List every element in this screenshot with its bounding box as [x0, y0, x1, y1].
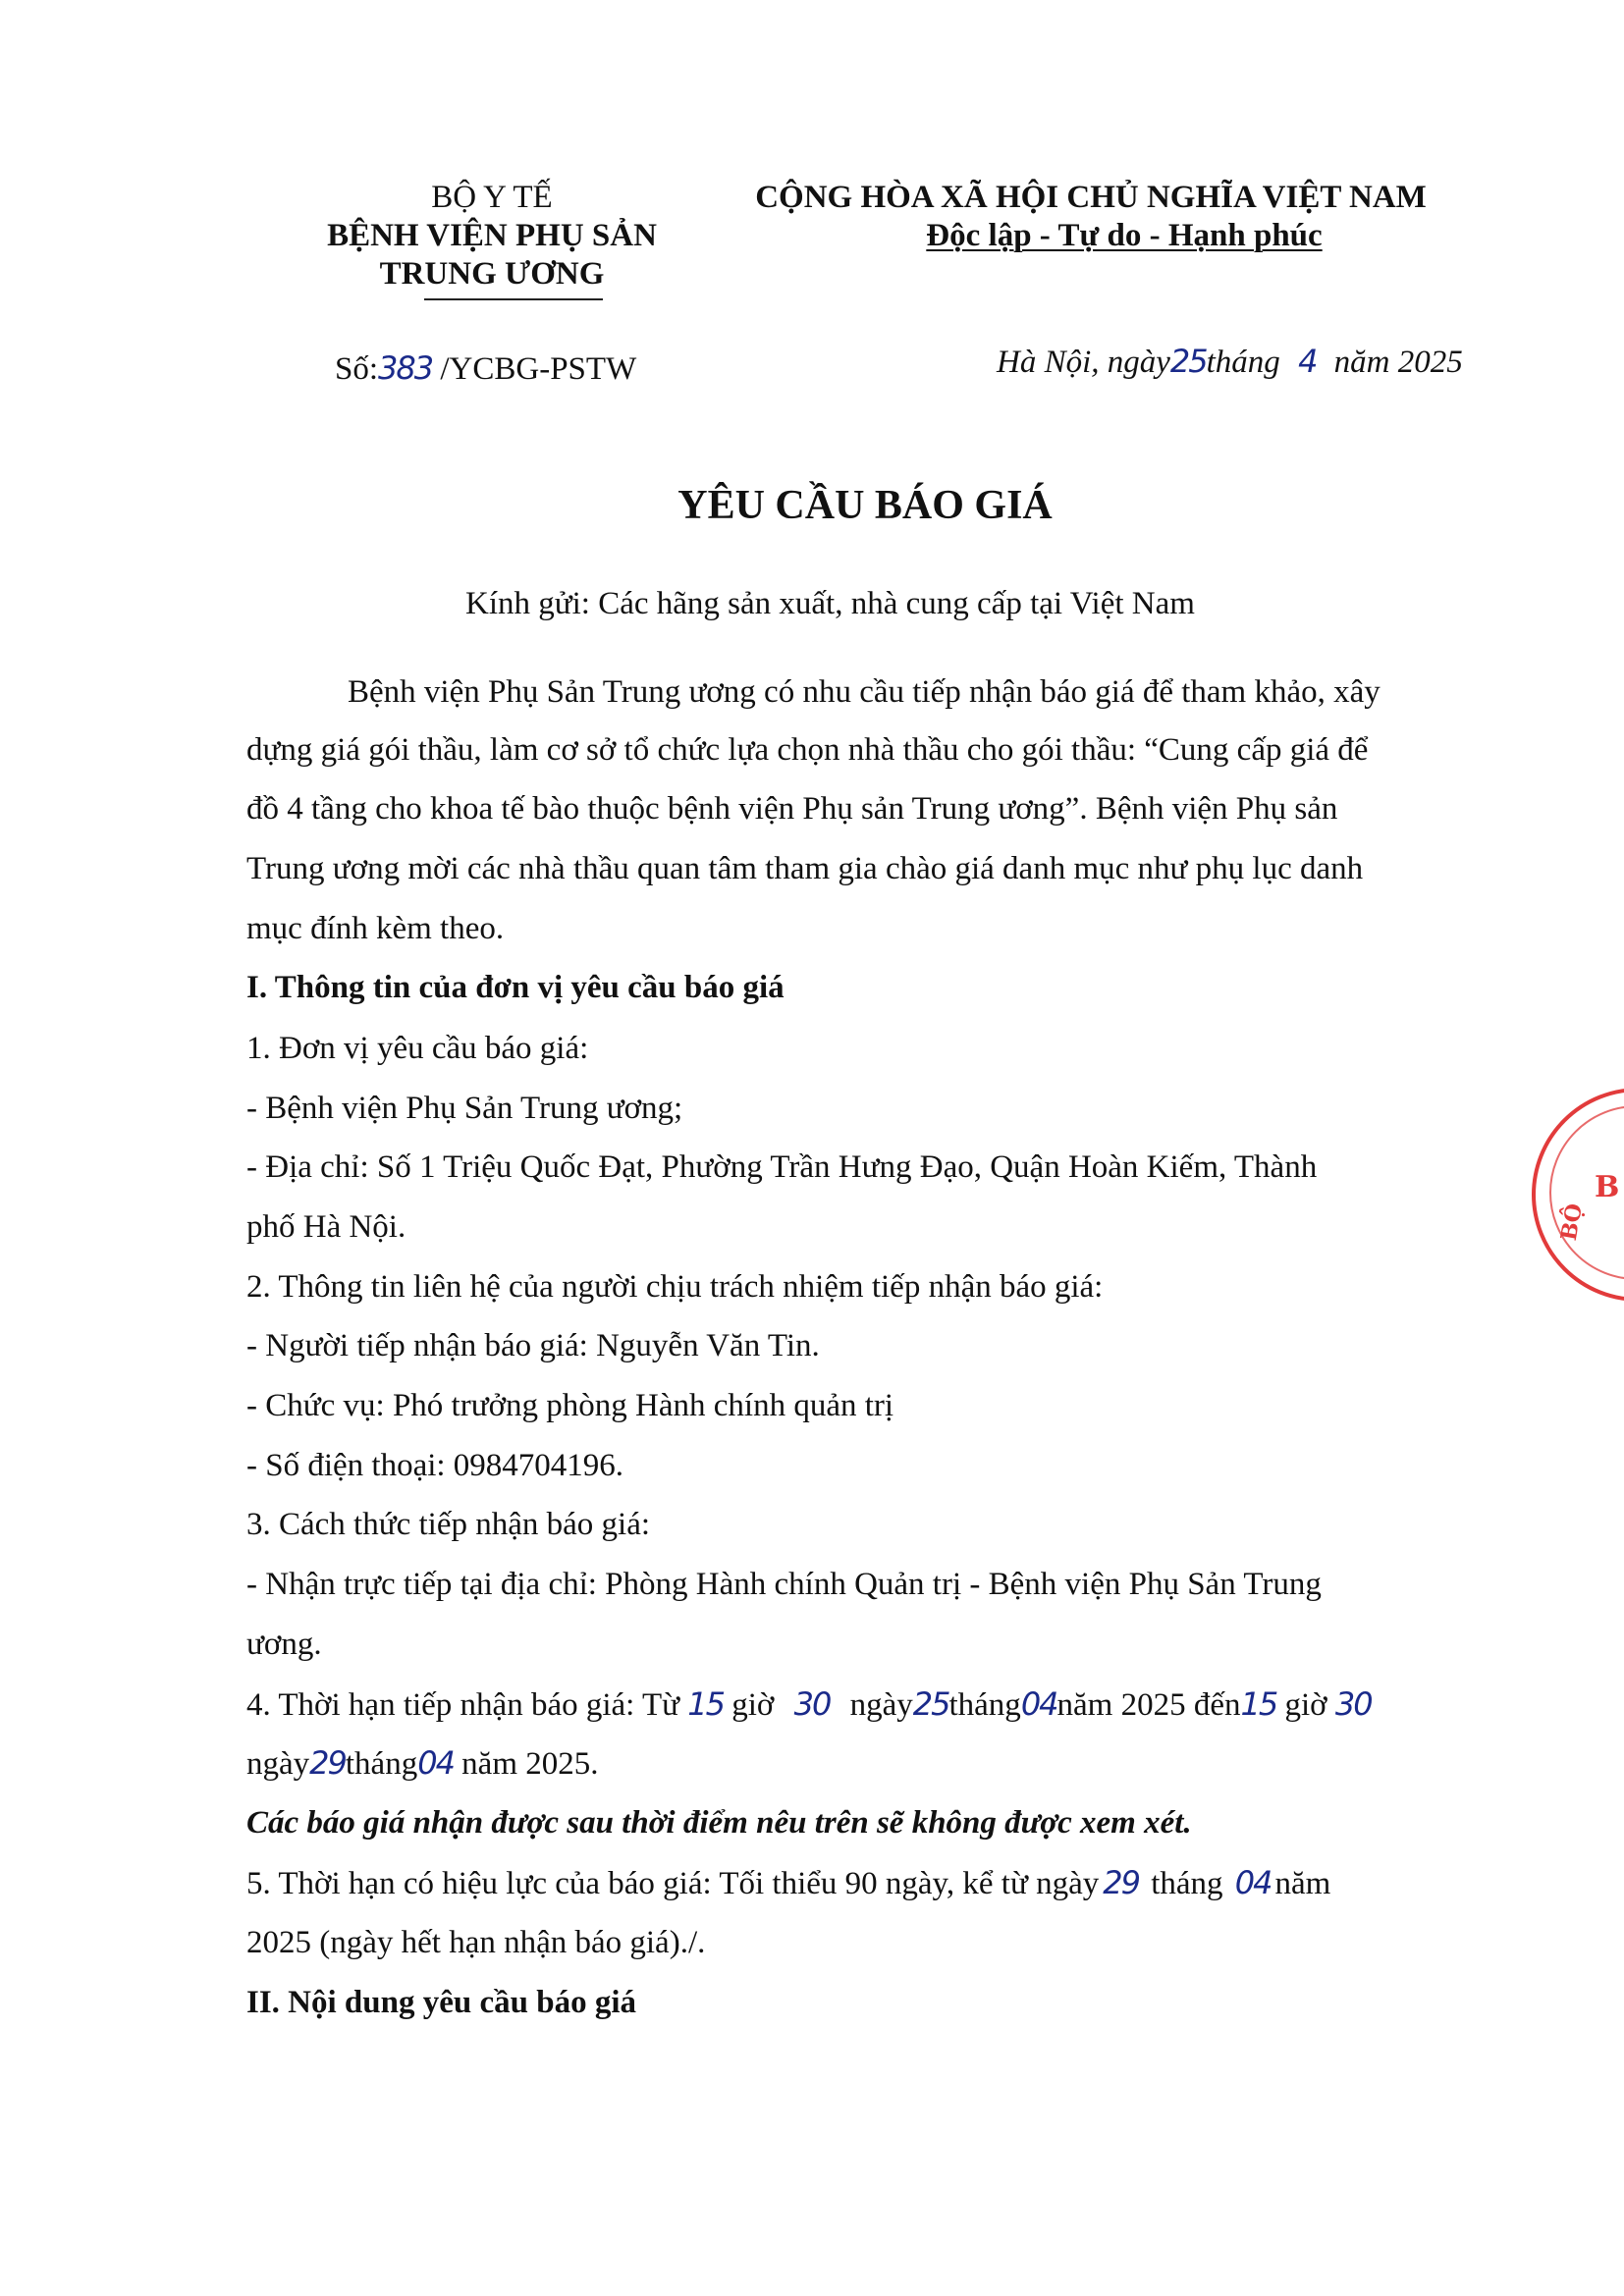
item4-to-day: 29 — [309, 1744, 346, 1782]
item4-day-word: ngày — [849, 1687, 913, 1723]
method-line-2: ương. — [246, 1627, 322, 1662]
section-1-item-5-line-1 — [246, 1864, 1331, 1901]
item4-from-day: 25 — [912, 1685, 949, 1723]
intro-line-1: Bệnh viện Phụ Sản Trung ương có nhu cầu tiếp nhận báo giá để tham khảo, xây — [348, 674, 1380, 710]
section-1-item-3: 3. Cách thức tiếp nhận báo giá: — [246, 1507, 651, 1542]
contact-phone: - Số điện thoại: 0984704196. — [246, 1448, 624, 1483]
ref-number-handwritten: 383 — [378, 349, 433, 387]
item4-day-word-2: ngày — [246, 1746, 310, 1782]
date-day-handwritten: 25 — [1169, 343, 1207, 380]
section-1-item-4-line-1 — [246, 1685, 1372, 1723]
item5-day: 29 — [1103, 1864, 1139, 1901]
item5-month: 04 — [1234, 1864, 1272, 1901]
item4-year-to: năm 2025 đến — [1056, 1687, 1241, 1723]
item4-month-word: tháng — [948, 1687, 1021, 1723]
unit-name: - Bệnh viện Phụ Sản Trung ương; — [246, 1091, 683, 1126]
item5-year-word: năm — [1274, 1866, 1331, 1901]
header-left-rule — [424, 298, 603, 300]
contact-person: - Người tiếp nhận báo giá: Nguyễn Văn Tin. — [246, 1328, 820, 1363]
intro-line-3: đồ 4 tầng cho khoa tế bào thuộc bệnh viện Phụ sản Trung ương”. Bệnh viện Phụ sản — [246, 791, 1338, 827]
hospital-name-line2: TRUNG ƯƠNG — [379, 256, 605, 292]
contact-position: - Chức vụ: Phó trưởng phòng Hành chính quản trị — [246, 1388, 894, 1423]
seal-arc-text: BỘ — [1555, 1201, 1588, 1243]
section-2-heading: II. Nội dung yêu cầu báo giá — [246, 1985, 637, 2020]
intro-line-5: mục đính kèm theo. — [246, 911, 505, 946]
ministry-name: BỘ Y TẾ — [431, 180, 553, 215]
section-1-item-1: 1. Đơn vị yêu cầu báo giá: — [246, 1031, 589, 1066]
item4-year-end: năm 2025. — [461, 1746, 599, 1782]
address-line-2: phố Hà Nội. — [246, 1209, 406, 1245]
item4-to-minute: 30 — [1334, 1685, 1372, 1723]
date-line — [997, 343, 1463, 380]
item5-label: 5. Thời hạn có hiệu lực của báo giá: Tối thiểu 90 ngày, kể từ ngày — [246, 1866, 1100, 1901]
reference-number — [335, 349, 637, 387]
intro-line-4: Trung ương mời các nhà thầu quan tâm tham gia chào giá danh mục như phụ lục danh — [246, 851, 1364, 886]
section-1-heading: I. Thông tin của đơn vị yêu cầu báo giá — [246, 970, 785, 1005]
date-month-label: tháng — [1206, 345, 1280, 380]
ref-prefix: Số: — [335, 351, 379, 387]
item4-to-month: 04 — [417, 1744, 454, 1782]
national-title: CỘNG HÒA XÃ HỘI CHỦ NGHĨA VIỆT NAM — [755, 180, 1427, 215]
section-1-item-4-line-2 — [246, 1744, 599, 1782]
method-line-1: - Nhận trực tiếp tại địa chỉ: Phòng Hành chính Quản trị - Bệnh viện Phụ Sản Trung — [246, 1567, 1322, 1602]
ref-suffix: /YCBG-PSTW — [440, 351, 637, 387]
late-submission-note: Các báo giá nhận được sau thời điểm nêu trên sẽ không được xem xét. — [246, 1805, 1192, 1841]
date-year: năm 2025 — [1333, 345, 1463, 380]
item4-hour-word: giờ — [731, 1687, 775, 1723]
seal-letter: B — [1595, 1170, 1620, 1204]
item4-to-hour: 15 — [1240, 1685, 1277, 1723]
section-1-item-2: 2. Thông tin liên hệ của người chịu trách nhiệm tiếp nhận báo giá: — [246, 1269, 1104, 1305]
address-line-1: - Địa chỉ: Số 1 Triệu Quốc Đạt, Phường Trần Hưng Đạo, Quận Hoàn Kiếm, Thành — [246, 1149, 1318, 1185]
recipient-line: Kính gửi: Các hãng sản xuất, nhà cung cấp tại Việt Nam — [465, 586, 1195, 621]
item4-from-minute: 30 — [793, 1685, 831, 1723]
item4-from-month: 04 — [1020, 1685, 1057, 1723]
section-1-item-5-line-2: 2025 (ngày hết hạn nhận báo giá)./. — [246, 1925, 706, 1960]
official-seal-stamp — [1532, 1088, 1624, 1302]
item4-label: 4. Thời hạn tiếp nhận báo giá: Từ — [246, 1687, 680, 1723]
hospital-name-line1: BỆNH VIỆN PHỤ SẢN — [327, 218, 657, 253]
national-motto: Độc lập - Tự do - Hạnh phúc — [926, 218, 1323, 253]
item5-month-word: tháng — [1151, 1866, 1223, 1901]
item4-month-word-2: tháng — [345, 1746, 418, 1782]
date-month-handwritten: 4 — [1298, 343, 1317, 380]
intro-line-2: dựng giá gói thầu, làm cơ sở tổ chức lựa chọn nhà thầu cho gói thầu: “Cung cấp giá để — [246, 732, 1369, 768]
date-place: Hà Nội, ngày — [997, 345, 1170, 380]
item4-from-hour: 15 — [687, 1685, 725, 1723]
document-title: YÊU CẦU BÁO GIÁ — [677, 483, 1053, 528]
item4-hour-word-2: giờ — [1284, 1687, 1327, 1723]
